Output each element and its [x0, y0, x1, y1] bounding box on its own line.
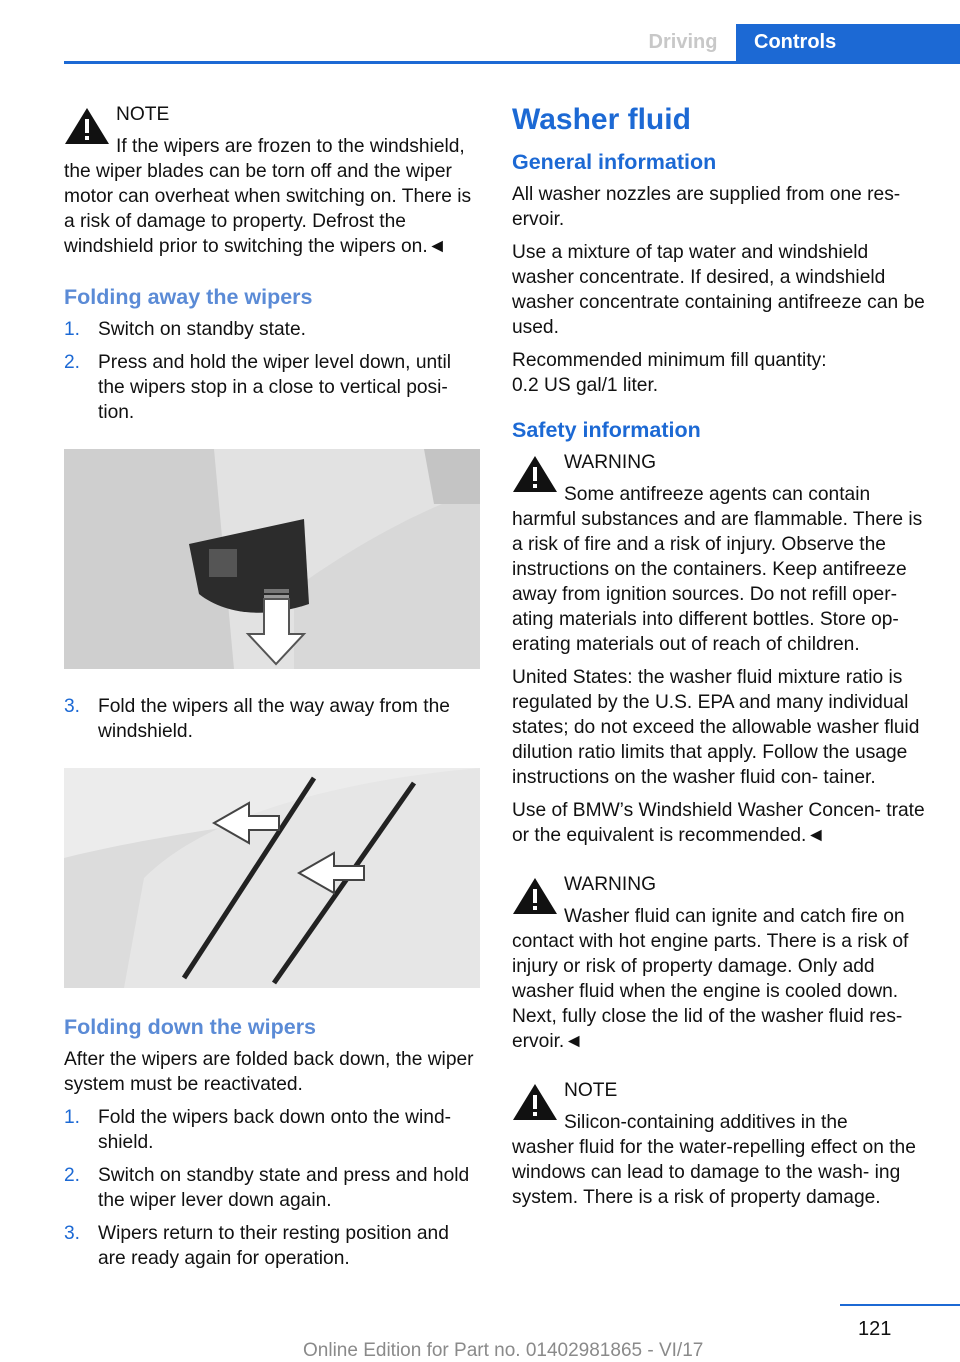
- list-item: 2. Switch on standby state and press and hold the wiper lever down again.: [64, 1165, 470, 1211]
- steps-folding-away: [64, 317, 480, 425]
- notice-title: WARNING: [564, 874, 657, 895]
- us-regulation-text: United States: the washer fluid mixture ratio is regulated by the U.S. EPA and many individual states; do not exceed the allowable washer fluid dilution ratio limits that apply. Follow the usage instructions on the washer fluid con‐ tainer.: [512, 667, 920, 788]
- warning-triangle-icon: [512, 876, 558, 916]
- general-p2: Use a mixture of tap water and windshield washer concentrate. If desired, a windshield washer concentrate containing antifreeze can be used.: [512, 242, 925, 338]
- heading-general-information: General information: [512, 150, 717, 174]
- heading-safety-information: Safety information: [512, 418, 701, 442]
- heading-folding-away: Folding away the wipers: [64, 285, 313, 309]
- warning-triangle-icon: [64, 106, 110, 146]
- steps-folding-down: [64, 1105, 480, 1271]
- list-item: 3. Wipers return to their resting position and are ready again for operation.: [64, 1223, 449, 1269]
- edition-text: Online Edition for Part no. 01402981865 - VI/17: [303, 1340, 704, 1361]
- bmw-concentrate-text: Use of BMW’s Windshield Washer Concen‐ trate or the equivalent is recommended.◄: [512, 800, 925, 846]
- notice-title: WARNING: [564, 452, 657, 473]
- note-silicon: [512, 1078, 928, 1210]
- header-rule: [64, 61, 960, 64]
- list-item: 1. Switch on standby state.: [64, 319, 306, 340]
- heading-folding-down: Folding down the wipers: [64, 1015, 317, 1039]
- list-item: 1. Fold the wipers back down onto the wind‐ shield.: [64, 1107, 452, 1153]
- notice-text-first: If the wipers are frozen to the windshield,: [116, 136, 465, 157]
- heading-washer-fluid: Washer fluid: [512, 103, 691, 136]
- warning-antifreeze: [512, 450, 928, 657]
- warning-triangle-icon: [512, 454, 558, 494]
- notice-text-first: Silicon-containing additives in the: [564, 1112, 848, 1133]
- notice-text: the wiper blades can be torn off and the wiper motor can overheat when switching on. There is a risk of damage to property. Defrost the windshield prior to switching the wipers on.◄: [64, 161, 472, 257]
- notice-text: harmful substances and are flammable. There is a risk of fire and a risk of injury. Observe the instructions on the containers. Keep antifreeze away from ignition sources. Do not refill oper‐ ating materials into different bottles. Store op‐ erating materials out of reach of children.: [512, 509, 923, 655]
- general-p3: Recommended minimum fill quantity: 0.2 US gal/1 liter.: [512, 350, 827, 396]
- steps-folding-away-cont: [64, 694, 480, 744]
- section-tab-driving: Driving: [648, 31, 718, 53]
- footer-rule: [840, 1304, 960, 1306]
- notice-title: NOTE: [564, 1080, 618, 1101]
- notice-text: contact with hot engine parts. There is a risk of injury or risk of property damage. Only add washer fluid when the engine is cooled down. Next, fully close the lid of the washer fluid res‐ ervoir.◄: [512, 931, 909, 1052]
- left-column: [64, 102, 480, 1281]
- notice-text: washer fluid for the water-repelling effect on the windows can lead to damage to the wash‐ ing system. There is a risk of property damage.: [512, 1137, 916, 1208]
- wipers-folded-illustration: [64, 768, 480, 988]
- notice-text-first: Some antifreeze agents can contain: [564, 484, 871, 505]
- notice-title: NOTE: [116, 104, 170, 125]
- right-column: [512, 102, 928, 1234]
- list-item: 2. Press and hold the wiper level down, until the wipers stop in a close to vertical posi‐ tion.: [64, 352, 452, 423]
- page-header: [0, 0, 960, 64]
- folding-down-intro: After the wipers are folded back down, the wiper system must be reactivated.: [64, 1049, 474, 1095]
- wiper-lever-illustration: [64, 449, 480, 669]
- note-frozen-wipers: [64, 102, 480, 259]
- notice-text-first: Washer fluid can ignite and catch fire on: [564, 906, 905, 927]
- warning-ignite: [512, 872, 928, 1054]
- general-p1: All washer nozzles are supplied from one res‐ ervoir.: [512, 184, 901, 230]
- section-tab-controls: Controls: [736, 24, 960, 61]
- page-number: 121: [858, 1318, 892, 1340]
- list-item: 3. Fold the wipers all the way away from the windshield.: [64, 696, 450, 742]
- warning-triangle-icon: [512, 1082, 558, 1122]
